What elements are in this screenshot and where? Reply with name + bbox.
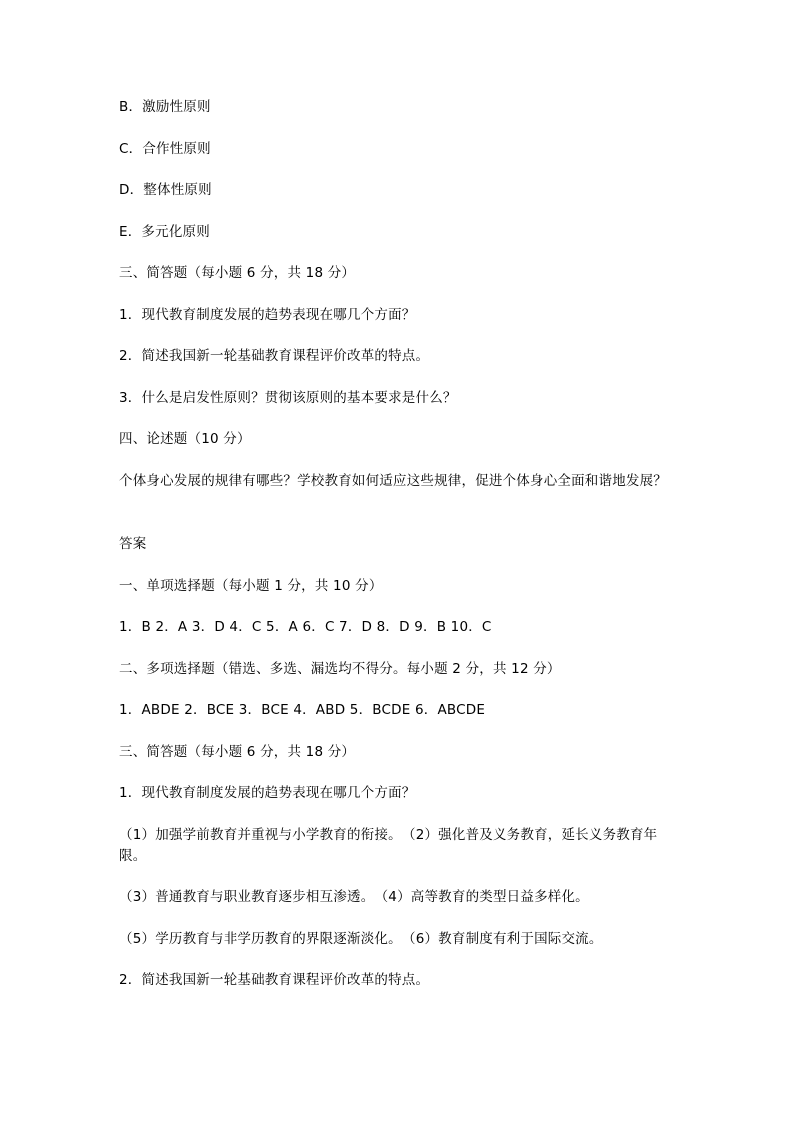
question-3: 3．什么是启发性原则？贯彻该原则的基本要求是什么？ (119, 390, 457, 406)
question-2: 2．简述我国新一轮基础教育课程评价改革的特点。 (119, 348, 430, 364)
answers-single-choice-heading: 一、单项选择题（每小题 1 分，共 10 分） (119, 578, 383, 594)
option-b: B．激励性原则 (119, 99, 211, 115)
answer-question-2-title: 2．简述我国新一轮基础教育课程评价改革的特点。 (119, 972, 430, 988)
option-d: D．整体性原则 (119, 182, 212, 198)
option-c: C．合作性原则 (119, 141, 211, 157)
question-1: 1．现代教育制度发展的趋势表现在哪几个方面？ (119, 307, 416, 323)
answers-short-answer-heading: 三、简答题（每小题 6 分，共 18 分） (119, 744, 356, 760)
essay-question: 个体身心发展的规律有哪些？学校教育如何适应这些规律，促进个体身心全面和谐地发展？ (119, 473, 667, 489)
answer-question-1-points-1-2: （1）加强学前教育并重视与小学教育的衔接。 （2）强化普及义务教育，延长义务教育年限。 (119, 827, 658, 864)
answers-multiple-choice-heading: 二、多项选择题（错选、多选、漏选均不得分。每小题 2 分，共 12 分） (119, 661, 561, 677)
answers-multiple-choice: 1．ABDE 2．BCE 3．BCE 4．ABD 5．BCDE 6．ABCDE (119, 702, 486, 718)
option-e: E．多元化原则 (119, 224, 210, 240)
section-heading-essay: 四、论述题（10 分） (119, 431, 251, 447)
answer-question-1-points-3-4: （3）普通教育与职业教育逐步相互渗透。 （4）高等教育的类型日益多样化。 (119, 889, 589, 905)
answers-heading: 答案 (119, 536, 147, 552)
section-heading-short-answer: 三、简答题（每小题 6 分，共 18 分） (119, 265, 356, 281)
answer-question-1-points-5-6: （5）学历教育与非学历教育的界限逐渐淡化。 （6）教育制度有利于国际交流。 (119, 931, 603, 947)
answers-single-choice: 1．B 2．A 3．D 4．C 5．A 6．C 7．D 8．D 9．B 10．C (119, 619, 492, 635)
answer-question-1-title: 1．现代教育制度发展的趋势表现在哪几个方面？ (119, 785, 416, 801)
